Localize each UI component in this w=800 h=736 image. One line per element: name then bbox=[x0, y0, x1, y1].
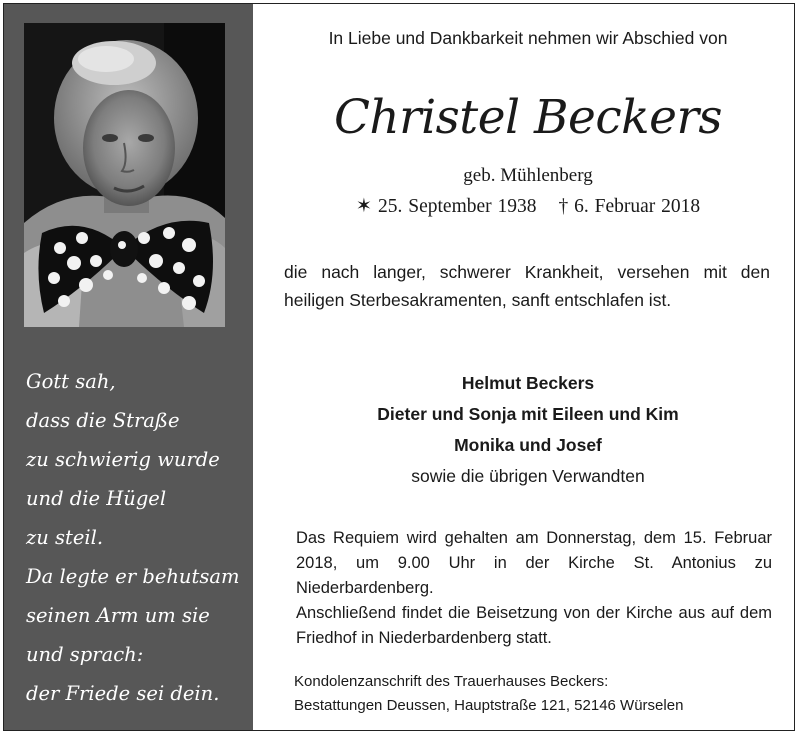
poem-line: der Friede sei dein. bbox=[26, 682, 220, 705]
condolence-address bbox=[294, 670, 774, 718]
portrait-photo bbox=[24, 23, 225, 327]
other-relatives: sowie die übrigen Verwandten bbox=[411, 466, 645, 486]
poem-line: dass die Straße bbox=[26, 409, 180, 432]
poem-line: Gott sah, bbox=[26, 370, 116, 393]
burial-text: Anschließend findet die Beisetzung von der Kirche aus auf dem Friedhof in Niederbardenberg statt. bbox=[296, 604, 772, 647]
family-list bbox=[254, 368, 800, 492]
intro-text: In Liebe und Dankbarkeit nehmen wir Abschied von bbox=[328, 28, 728, 48]
family-member: Dieter und Sonja mit Eileen und Kim bbox=[377, 404, 679, 424]
poem-line: und die Hügel bbox=[26, 487, 167, 510]
poem-line: seinen Arm um sie bbox=[26, 604, 210, 627]
poem-line: Da legte er behutsam bbox=[26, 565, 240, 588]
family-member: Monika und Josef bbox=[454, 435, 602, 455]
obituary-body: die nach langer, schwerer Krankheit, versehen mit den heiligen Sterbesakramenten, sanft entschlafen ist. bbox=[284, 262, 770, 310]
contact-line: Bestattungen Deussen, Hauptstraße 121, 52146 Würselen bbox=[294, 697, 684, 714]
service-info bbox=[296, 526, 772, 651]
portrait-image bbox=[24, 23, 225, 327]
family-member: Helmut Beckers bbox=[461, 373, 595, 393]
contact-line: Kondolenzanschrift des Trauerhauses Beckers: bbox=[294, 673, 609, 690]
poem-line: und sprach: bbox=[26, 643, 144, 666]
poem-line: zu steil. bbox=[26, 526, 104, 549]
death-date: † 6. Februar 2018 bbox=[558, 196, 701, 217]
birth-date: ✶ 25. September 1938 bbox=[355, 196, 537, 217]
birth-name: geb. Mühlenberg bbox=[463, 165, 593, 186]
poem bbox=[26, 362, 246, 713]
requiem-text: Das Requiem wird gehalten am Donnerstag, dem 15. Februar 2018, um 9.00 Uhr in der Kirche St. Antonius zu Niederbardenberg. bbox=[296, 529, 772, 597]
life-dates bbox=[254, 194, 800, 218]
deceased-name: Christel Beckers bbox=[333, 90, 723, 145]
poem-line: zu schwierig wurde bbox=[26, 448, 220, 471]
